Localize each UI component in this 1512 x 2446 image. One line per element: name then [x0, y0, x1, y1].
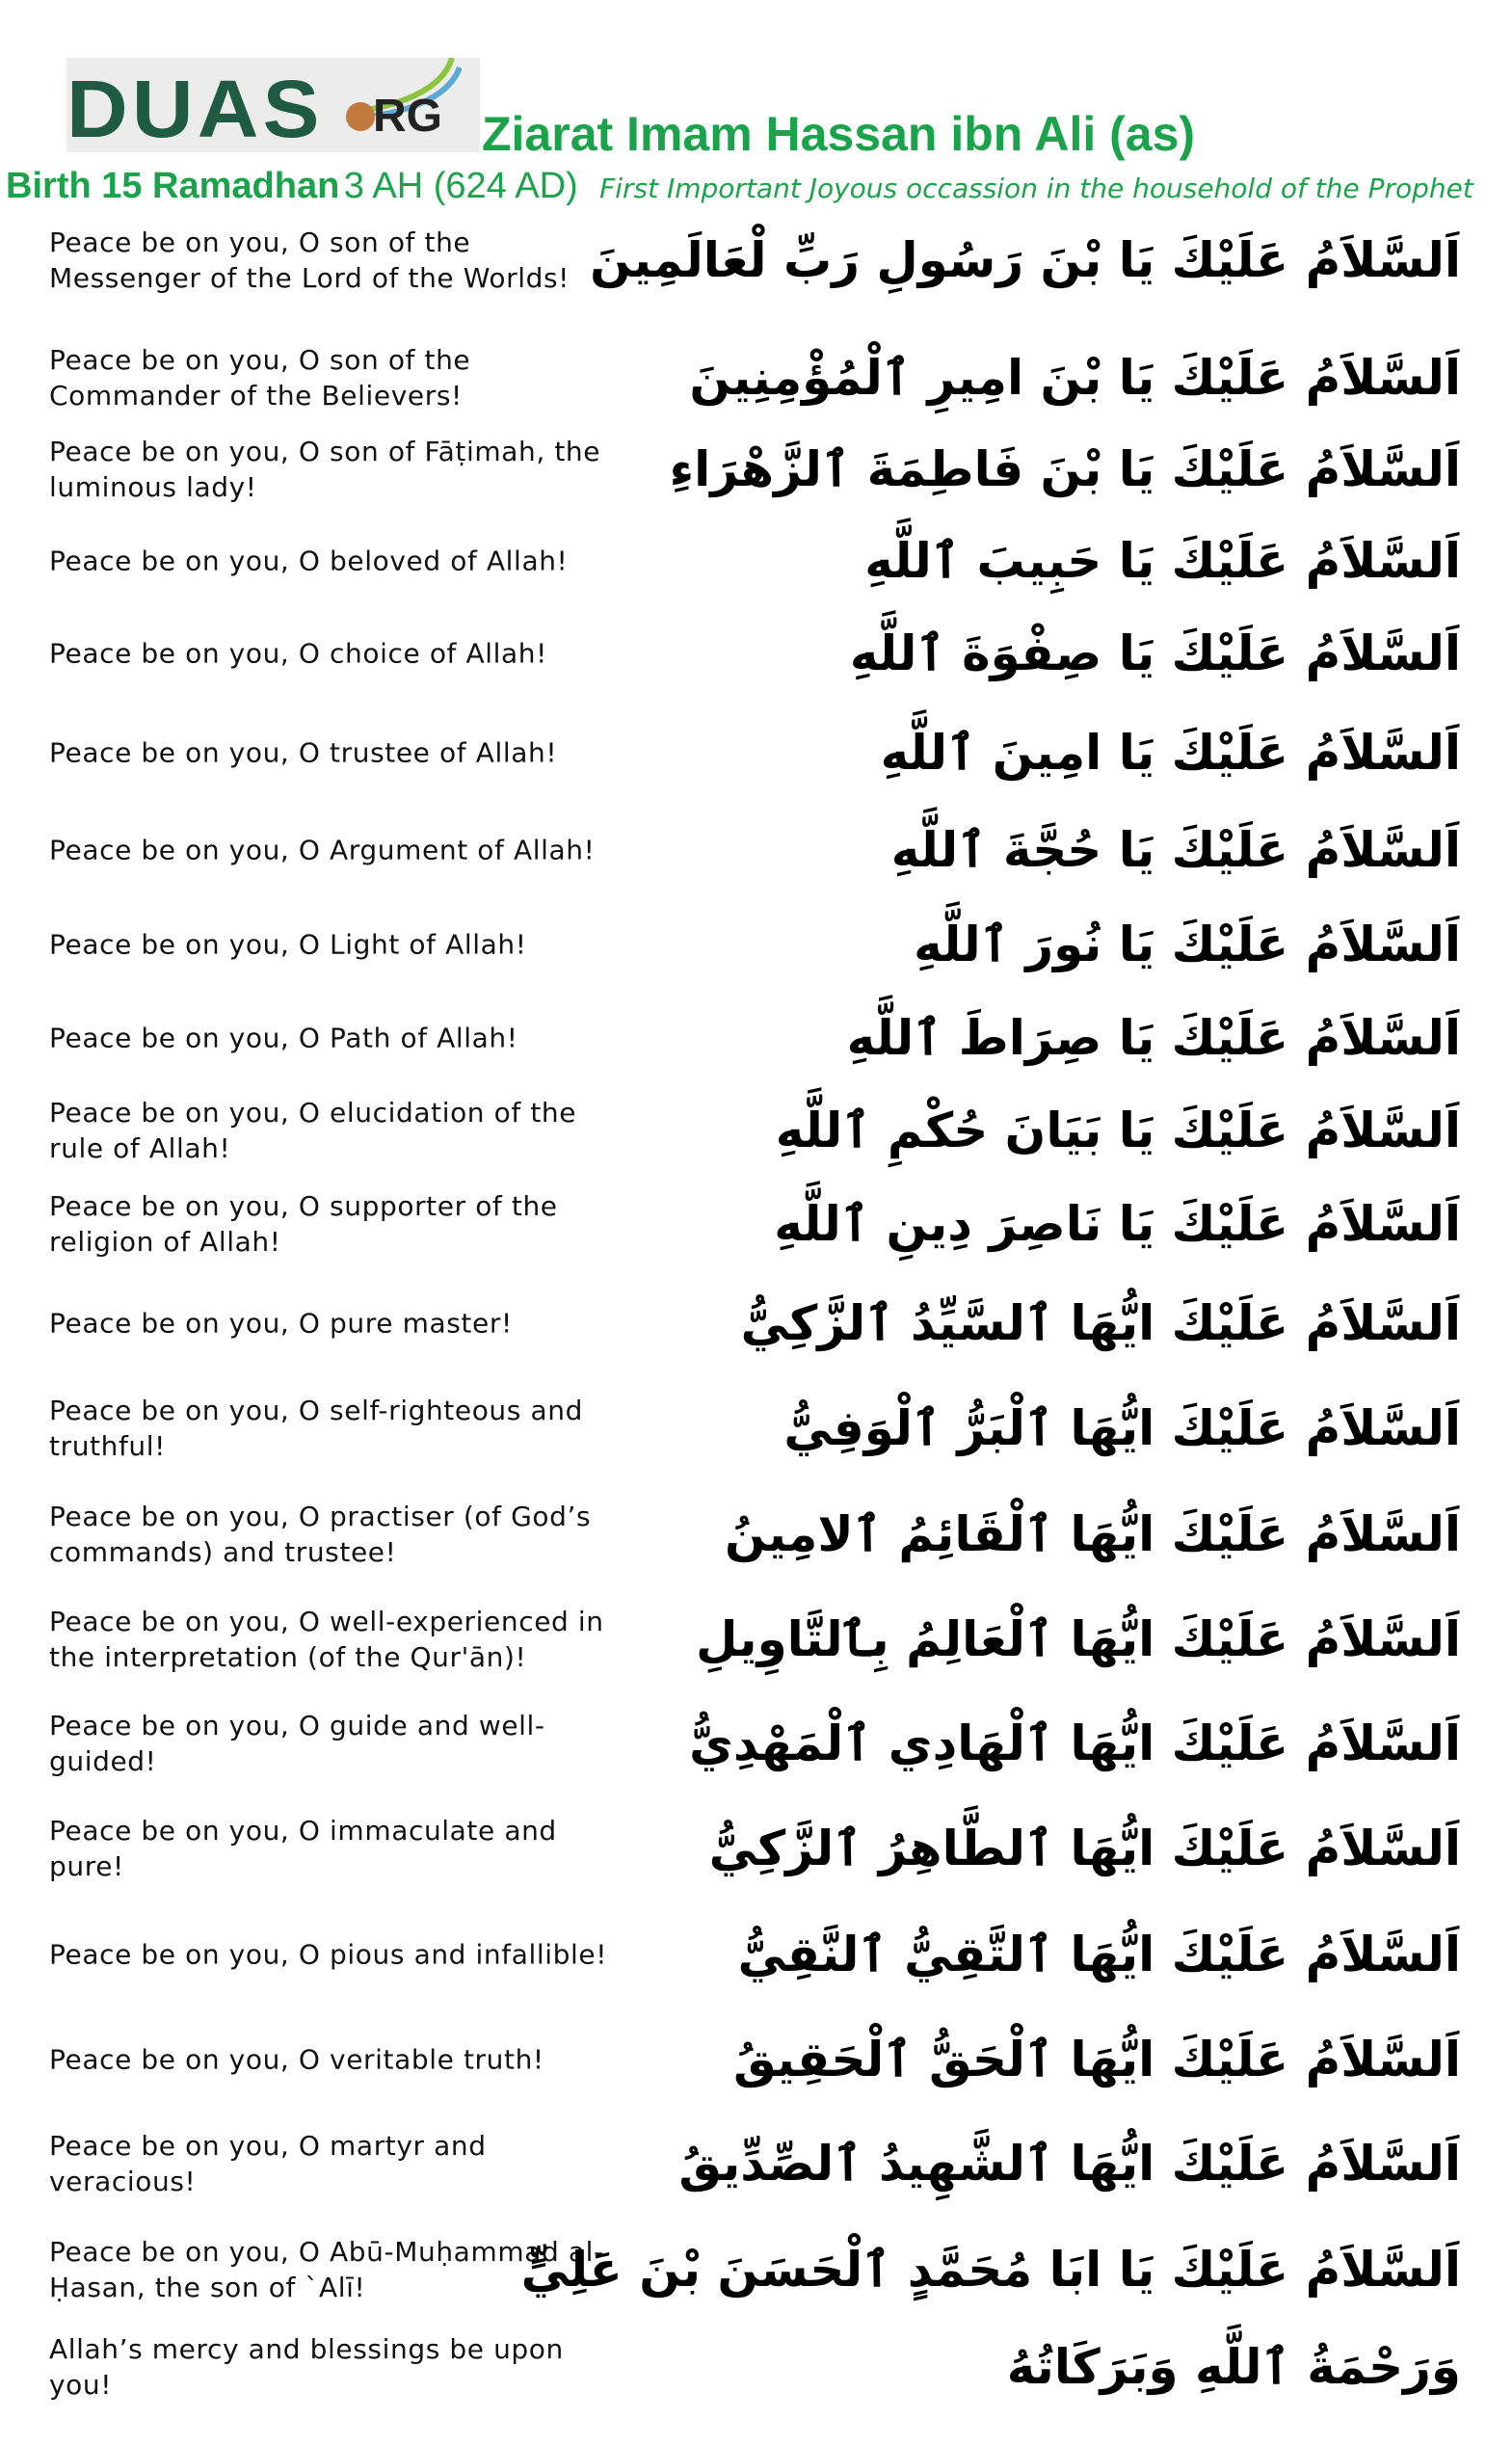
subtitle	[6, 166, 1473, 207]
arabic-text: اَلسَّلاَمُ عَلَيْكَ يَا بْنَ امِيرِ ٱلْمُؤْمِنِينَ	[689, 350, 1461, 406]
arabic-text: اَلسَّلاَمُ عَلَيْكَ يَا نَاصِرَ دِينِ ٱللَّهِ	[774, 1196, 1461, 1252]
english-translation: Peace be on you, O Abū-Muḥammad al-Ḥasan, the son of `Alī!	[49, 2236, 604, 2303]
english-translation: Peace be on you, O pure master!	[49, 1307, 513, 1340]
arabic-text: اَلسَّلاَمُ عَلَيْكَ ايُّهَا ٱلسَّيِّدُ ٱلزَّكِيُّ	[740, 1295, 1461, 1351]
arabic-text: اَلسَّلاَمُ عَلَيْكَ ايُّهَا ٱلطَّاهِرُ ٱلزَّكِيُّ	[708, 1821, 1461, 1876]
english-translation: Peace be on you, O immaculate and pure!	[49, 1815, 557, 1882]
arabic-text: وَرَحْمَةُ ٱللَّهِ وَبَرَكَاتُهُ	[1006, 2339, 1461, 2395]
arabic-text: اَلسَّلاَمُ عَلَيْكَ يَا صِرَاطَ ٱللَّهِ	[846, 1010, 1461, 1066]
arabic-text: اَلسَّلاَمُ عَلَيْكَ يَا بَيَانَ حُكْمِ ٱللَّهِ	[775, 1103, 1461, 1158]
english-translation: Peace be on you, O trustee of Allah!	[49, 736, 558, 769]
english-translation: Peace be on you, O choice of Allah!	[49, 637, 547, 670]
logo-globe-icon	[346, 102, 375, 131]
arabic-text: اَلسَّلاَمُ عَلَيْكَ ايُّهَا ٱلتَّقِيُّ ٱلنَّقِيُّ	[737, 1927, 1461, 1982]
page-title: Ziarat Imam Hassan ibn Ali (as)	[482, 107, 1196, 161]
arabic-text: اَلسَّلاَمُ عَلَيْكَ يَا نُورَ ٱللَّهِ	[914, 917, 1461, 972]
birth-year: 3 AH (624 AD)	[343, 166, 578, 206]
english-translation: Allah’s mercy and blessings be upon you!	[49, 2333, 564, 2401]
english-translation: Peace be on you, O guide and well-guided!	[49, 1710, 545, 1777]
subtitle-note: First Important Joyous occassion in the household of the Prophet	[599, 173, 1473, 204]
english-translation: Peace be on you, O well-experienced in the interpretation (of the Qur'ān)!	[49, 1606, 604, 1673]
arabic-text: اَلسَّلاَمُ عَلَيْكَ ايُّهَا ٱلشَّهِيدُ ٱلصِّدِّيقُ	[678, 2136, 1461, 2192]
arabic-text: اَلسَّلاَمُ عَلَيْكَ ايُّهَا ٱلْبَرُّ ٱلْوَفِيُّ	[783, 1400, 1461, 1456]
english-translation: Peace be on you, O Light of Allah!	[49, 928, 527, 961]
english-translation: Peace be on you, O beloved of Allah!	[49, 545, 569, 577]
logo-text: DUAS	[66, 64, 324, 154]
duas-org-logo[interactable]	[66, 58, 480, 152]
logo-suffix: RG	[373, 91, 442, 142]
arabic-text: اَلسَّلاَمُ عَلَيْكَ يَا بْنَ رَسُولِ رَبِّ لْعَالَمِينَ	[590, 232, 1461, 288]
english-translation: Peace be on you, O practiser (of God’s commands) and trustee!	[49, 1501, 592, 1568]
english-translation: Peace be on you, O self-righteous and truthful!	[49, 1395, 583, 1462]
arabic-text: اَلسَّلاَمُ عَلَيْكَ يَا صِفْوَةَ ٱللَّهِ	[849, 625, 1461, 681]
arabic-text: اَلسَّلاَمُ عَلَيْكَ ايُّهَا ٱلْهَادِي ٱلْمَهْدِيُّ	[689, 1715, 1461, 1771]
arabic-text: اَلسَّلاَمُ عَلَيْكَ ايُّهَا ٱلْقَائِمُ ٱلامِينُ	[725, 1506, 1461, 1562]
birth-date-label: Birth 15 Ramadhan	[6, 166, 340, 206]
english-translation: Peace be on you, O Argument of Allah!	[49, 834, 596, 866]
english-translation: Peace be on you, O son of the Messenger of the Lord of the Worlds!	[49, 226, 570, 294]
arabic-text: اَلسَّلاَمُ عَلَيْكَ يَا ابَا مُحَمَّدٍ ٱلْحَسَنَ بْنَ عَلِيٍّ	[520, 2242, 1461, 2298]
arabic-text: اَلسَّلاَمُ عَلَيْكَ ايُّهَا ٱلْحَقُّ ٱلْحَقِيقُ	[732, 2032, 1461, 2087]
arabic-text: اَلسَّلاَمُ عَلَيْكَ يَا حُجَّةَ ٱللَّهِ	[890, 822, 1461, 878]
english-translation: Peace be on you, O veritable truth!	[49, 2043, 544, 2076]
arabic-text: اَلسَّلاَمُ عَلَيْكَ يَا امِينَ ٱللَّهِ	[880, 725, 1461, 781]
english-translation: Peace be on you, O son of Fāṭimah, the luminous lady!	[49, 436, 601, 503]
arabic-text: اَلسَّلاَمُ عَلَيْكَ يَا بْنَ فَاطِمَةَ ٱلزَّهْرَاءِ	[669, 441, 1461, 497]
english-translation: Peace be on you, O elucidation of the rule of Allah!	[49, 1097, 577, 1164]
english-translation: Peace be on you, O supporter of the religion of Allah!	[49, 1190, 558, 1258]
arabic-text: اَلسَّلاَمُ عَلَيْكَ ايُّهَا ٱلْعَالِمُ بِٱلتَّاوِيلِ	[696, 1611, 1461, 1667]
arabic-text: اَلسَّلاَمُ عَلَيْكَ يَا حَبِيبَ ٱللَّهِ	[864, 533, 1461, 589]
english-translation: Peace be on you, O martyr and veracious!	[49, 2130, 487, 2197]
english-translation: Peace be on you, O pious and infallible!	[49, 1938, 608, 1971]
english-translation: Peace be on you, O son of the Commander of the Believers!	[49, 344, 471, 412]
english-translation: Peace be on you, O Path of Allah!	[49, 1022, 518, 1054]
